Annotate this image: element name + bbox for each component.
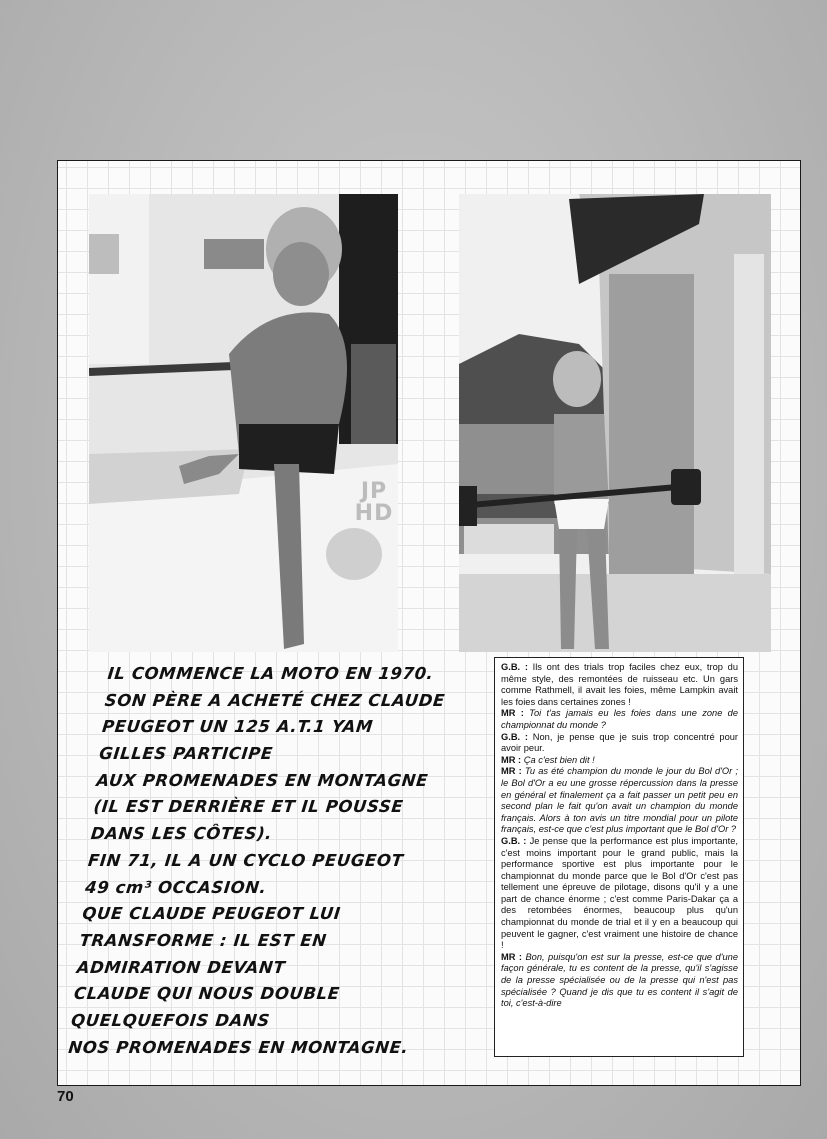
caption-line: 49 cm³ OCCASION. [84, 877, 268, 897]
caption-line: ADMIRATION DEVANT [75, 957, 287, 977]
speaker-label: G.B. : [501, 662, 528, 672]
paragraph-text: Tu as été champion du monde le jour du Bol d'Or ; le Bol d'Or a eu une grosse répercussion dans la presse en général et finalement ça a fait passer un petit peu en second plan le fait qu'on avait un champion du monde français. Alors à ton avis un titre mondial pour un pilote français, est-ce que c'est plus important que le Bol d'Or ? [501, 766, 738, 835]
speaker-label: MR : [501, 754, 522, 765]
speaker-label: MR : [501, 708, 524, 719]
caption-line: GILLES PARTICIPE [98, 744, 274, 764]
interview-text-box [494, 657, 744, 1057]
paragraph-text: Bon, puisqu'on est sur la presse, est-ce que d'une façon générale, tu es content de la presse, qu'il s'agisse de la presse spécialisée ou de la presse qui n'est pas spécialisée ? Quand je dis que tu es content il s'agit de toi, c'est-à-dire [501, 951, 739, 1009]
caption-line: DANS LES CÔTES). [89, 824, 274, 844]
paragraph-text: Je pense que la performance est plus importante, c'est moins important pour le grand public, mais la performance sportive est plus importante pour le championnat du monde parce que le Bol d'Or c'est pas tellement une épreuve de pilotage, disons qu'il y a une part de chance énorme ; c'est comme Paris-Dakar ça a des retombées énormes, beaucoup plus qu'un championnat du monde de trial et il y en a beaucoup qui peuvent le gagner, c'est vraiment une histoire de chance ! [501, 835, 738, 951]
page-number: 70 [57, 1088, 74, 1105]
magazine-page [57, 160, 801, 1086]
handwritten-caption [67, 661, 499, 1061]
watermark: JP HD [354, 479, 394, 526]
interview-paragraph [501, 662, 738, 708]
speaker-label: G.B. : [501, 835, 527, 846]
caption-line: NOS PROMENADES EN MONTAGNE. [67, 1037, 410, 1057]
caption-line: FIN 71, IL A UN CYCLO PEUGEOT [87, 850, 405, 870]
photo-child-sitting-on-steps [89, 194, 398, 652]
speaker-label: MR : [501, 951, 523, 962]
caption-line: QUE CLAUDE PEUGEOT LUI [81, 904, 342, 924]
interview-paragraph [501, 836, 738, 952]
caption-line: (IL EST DERRIÈRE ET IL POUSSE [92, 797, 405, 817]
caption-line: AUX PROMENADES EN MONTAGNE [95, 770, 430, 790]
speaker-label: MR : [501, 766, 522, 777]
caption-line: PEUGEOT UN 125 A.T.1 YAM [101, 717, 375, 737]
paragraph-text: Ils ont des trials trop faciles chez eux, trop du même style, des remontées de ruisseau etc. Un gars comme Rathmell, il avait les foies, même Lampkin avait les foies dans certaines zones ! [501, 662, 738, 707]
interview-paragraph [501, 766, 738, 836]
interview-paragraph [501, 708, 738, 731]
caption-line: IL COMMENCE LA MOTO EN 1970. [106, 664, 435, 683]
interview-paragraph [501, 732, 738, 755]
interview-paragraph [501, 755, 738, 767]
paragraph-text: Ça c'est bien dit ! [521, 754, 595, 765]
photo-child-lifting-barbell [459, 194, 771, 652]
caption-line: TRANSFORME : IL EST EN [78, 930, 328, 950]
caption-line: SON PÈRE A ACHETÉ CHEZ CLAUDE [103, 690, 447, 710]
caption-line: CLAUDE QUI NOUS DOUBLE [73, 984, 341, 1004]
paragraph-text: Toi t'as jamais eu les foies dans une zone de championnat du monde ? [501, 708, 739, 730]
paragraph-text: Non, je pense que je suis trop concentré pour avoir peur. [501, 731, 739, 754]
speaker-label: G.B. : [501, 731, 528, 742]
interview-paragraph [501, 952, 738, 1010]
caption-line: QUELQUEFOIS DANS [70, 1010, 271, 1030]
